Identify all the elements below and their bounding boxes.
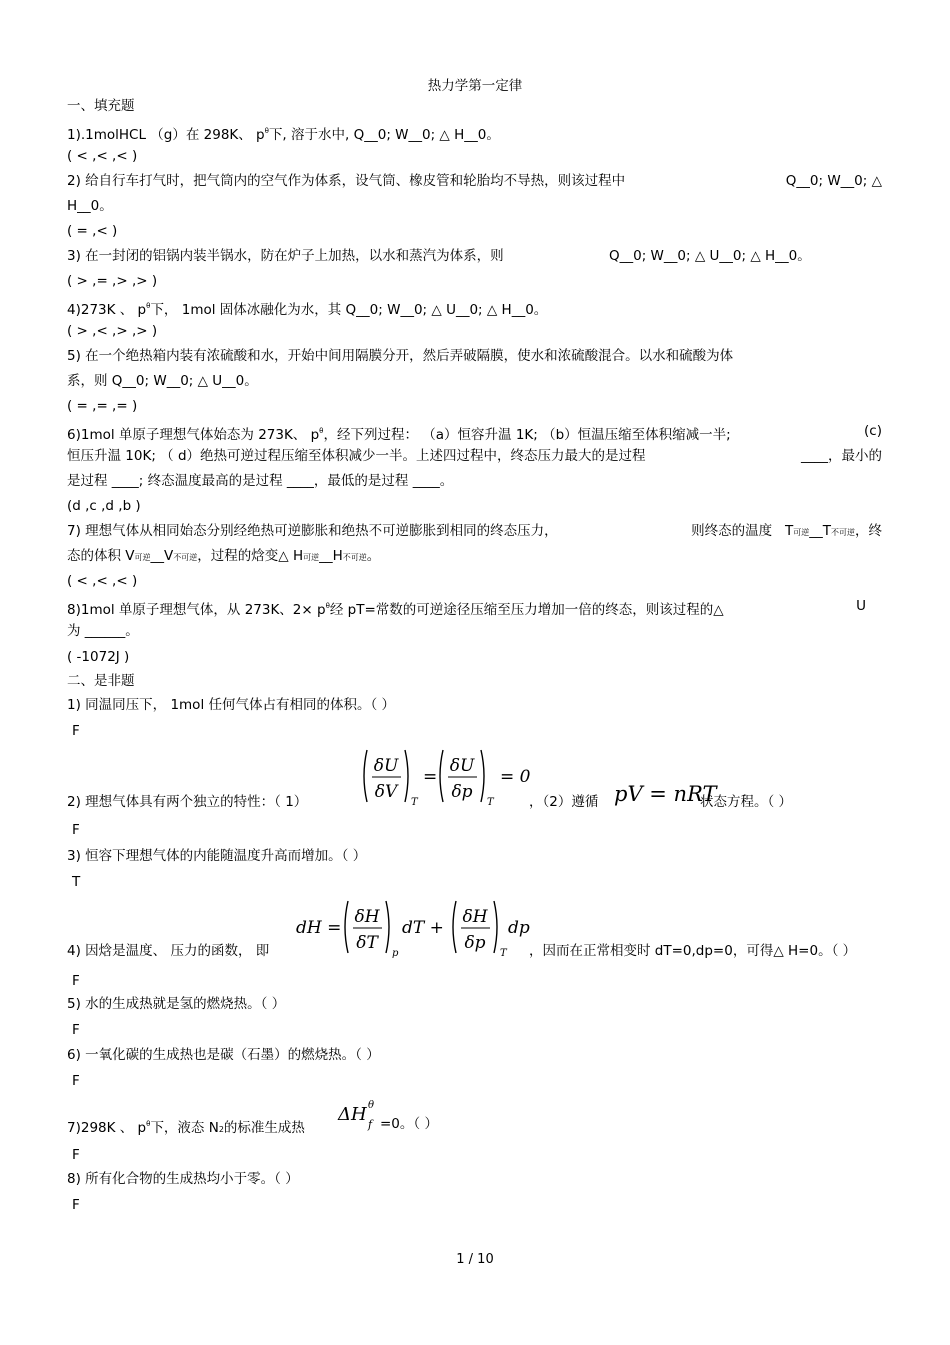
- tf4-right-paren-2: [494, 901, 497, 953]
- q6-line-right: (c): [864, 423, 882, 439]
- tf2-line-end: 状态方程。（ ）: [700, 794, 793, 810]
- tf4-right-paren-1: [386, 901, 389, 953]
- q7-line-right: 则终态的温度 T可逆__T不可逆，终: [691, 523, 882, 539]
- tf2-eq: =: [423, 767, 438, 787]
- tf8-answer: F: [72, 1197, 80, 1213]
- tf2-line: 2) 理想气体具有两个独立的特性：（ 1）: [67, 794, 308, 810]
- q6-line: 6)1mol 单原子理想气体始态为 273K、 $p^\theta$，经下列过程： （a）恒容升温 1K; （b）恒温压缩至体积缩减一半;: [67, 427, 731, 443]
- q4-answer: ( > ,< ,> ,> ): [67, 323, 158, 339]
- tf4-left-paren-2: [453, 901, 456, 953]
- tf2-num2: δU: [449, 756, 475, 776]
- q8-line: 8)1mol 单原子理想气体，从 273K、$2\times p^\theta$经 pT=常数的可逆途径压缩至压力增加一倍的终态，则该过程的△: [67, 602, 724, 618]
- tf2-formula-svg: [358, 746, 538, 808]
- q3-answer: ( > ,= ,> ,> ): [67, 273, 158, 289]
- tf2-right-paren-2: [481, 750, 484, 802]
- tf4-sub2: T: [500, 948, 507, 959]
- tf4-num1: δH: [354, 907, 380, 927]
- tf4-lhs: dH =: [296, 918, 342, 938]
- q5-line-2: 系，则 Q__0; W__0; △ U__0。: [67, 373, 258, 389]
- tf2-sub1: T: [411, 797, 418, 808]
- q8-line-right: U: [856, 598, 866, 614]
- tf6-answer: F: [72, 1073, 80, 1089]
- tf4-mid: dT +: [402, 918, 444, 938]
- tf7-line: 7)298K 、 $p^\theta$下，液态 N2的标准生成热: [67, 1120, 305, 1136]
- q6-line-2: 恒压升温 10K; （ d）绝热可逆过程压缩至体积减少一半。上述四过程中，终态压力最大的是过程: [67, 448, 646, 464]
- q5-answer: ( = ,= ,= ): [67, 398, 138, 414]
- tf4-rhs: dp: [508, 918, 530, 938]
- q3-line: 3) 在一封闭的铝锅内装半锅水，防在炉子上加热，以水和蒸汽为体系，则: [67, 248, 504, 264]
- q7-answer: ( < ,< ,< ): [67, 573, 138, 589]
- q1-line: 1).1molHCL （g）在 298K、 $p^\theta$下, 溶于水中, Q__0; W__0; △ H__0。: [67, 127, 500, 143]
- q2-line-2: H__0。: [67, 198, 113, 214]
- tf2-den2: δp: [451, 782, 473, 802]
- q7-line: 7) 理想气体从相同始态分别经绝热可逆膨胀和绝热不可逆膨胀到相同的终态压力，: [67, 523, 558, 539]
- tf2-num1: δU: [373, 756, 399, 776]
- q6-line-2-right: ____，最小的: [801, 448, 882, 464]
- q8-answer: ( -1072J ): [67, 649, 130, 665]
- tf3-line: 3) 恒容下理想气体的内能随温度升高而增加。（ ）: [67, 848, 367, 864]
- tf4-total-differential-formula: [296, 897, 536, 959]
- tf2-answer: F: [72, 822, 80, 838]
- tf2-left-paren-2: [440, 750, 443, 802]
- tf4-formula-svg: [296, 897, 536, 959]
- tf7-delta-h: ΔH: [338, 1104, 367, 1125]
- q6-answer: (d ,c ,d ,b ): [67, 498, 141, 514]
- tf7-enthalpy-symbol: [338, 1098, 378, 1132]
- q2-answer: ( = ,< ): [67, 223, 118, 239]
- tf4-answer: F: [72, 973, 80, 989]
- tf4-line-end: ，因而在正常相变时 dT=0,dp=0，可得△ H=0。（ ）: [529, 943, 857, 959]
- tf7-sup: θ: [368, 1100, 375, 1111]
- section2-heading: 二、是非题: [67, 673, 135, 689]
- tf2-state-equation: pV = nRT: [614, 782, 717, 806]
- tf4-den1: δT: [356, 933, 378, 953]
- tf5-line: 5) 水的生成热就是氢的燃烧热。（ ）: [67, 996, 286, 1012]
- page-title: 热力学第一定律: [427, 78, 523, 94]
- section1-heading: 一、填充题: [67, 98, 135, 114]
- tf2-sub2: T: [487, 797, 494, 808]
- tf7-sub: f: [368, 1118, 373, 1131]
- tf7-answer: F: [72, 1147, 80, 1163]
- q3-line-right: Q__0; W__0; △ U__0; △ H__0。: [609, 248, 811, 264]
- tf4-num2: δH: [462, 907, 488, 927]
- tf3-answer: T: [72, 874, 81, 890]
- tf7-formula-svg: [338, 1098, 378, 1132]
- tf2-partial-derivative-formula: [358, 746, 538, 808]
- tf2-rhs: = 0: [500, 767, 531, 787]
- tf4-line: 4) 因焓是温度、 压力的函数， 即: [67, 943, 270, 959]
- page-number: 1 / 10: [456, 1252, 494, 1267]
- q7-line-2: 态的体积 V可逆__V不可逆，过程的焓变△ H可逆__H不可逆。: [67, 548, 381, 564]
- q4-line: 4)273K 、 $p^\theta$下， 1mol 固体冰融化为水，其 Q__0; W__0; △ U__0; △ H__0。: [67, 302, 548, 318]
- tf8-line: 8) 所有化合物的生成热均小于零。（ ）: [67, 1171, 299, 1187]
- tf4-sub1: p: [392, 948, 399, 959]
- q6-line-3: 是过程 ____; 终态温度最高的是过程 ____，最低的是过程 ____。: [67, 473, 454, 489]
- tf5-answer: F: [72, 1022, 80, 1038]
- q2-line: 2) 给自行车打气时，把气筒内的空气作为体系，设气筒、橡皮管和轮胎均不导热，则该过程中: [67, 173, 626, 189]
- tf2-den1: δV: [374, 782, 398, 802]
- q5-line: 5) 在一个绝热箱内装有浓硫酸和水，开始中间用隔膜分开，然后弄破隔膜，使水和浓硫酸混合。以水和硫酸为体: [67, 348, 734, 364]
- q2-line-right: Q__0; W__0; △: [785, 173, 882, 189]
- tf4-left-paren-1: [345, 901, 348, 953]
- tf1-line: 1) 同温同压下， 1mol 任何气体占有相同的体积。（ ）: [67, 697, 396, 713]
- tf6-line: 6) 一氧化碳的生成热也是碳（石墨）的燃烧热。（ ）: [67, 1047, 380, 1063]
- tf7-line-end: =0。（ ）: [380, 1116, 438, 1132]
- q8-line-2: 为 ______。: [67, 623, 139, 639]
- tf2-left-paren-1: [364, 750, 367, 802]
- tf2-right-paren-1: [405, 750, 408, 802]
- tf1-answer: F: [72, 723, 80, 739]
- tf2-line-mid: ，（2）遵循: [529, 794, 599, 810]
- tf4-den2: δp: [464, 933, 486, 953]
- q1-answer: ( < ,< ,< ): [67, 148, 138, 164]
